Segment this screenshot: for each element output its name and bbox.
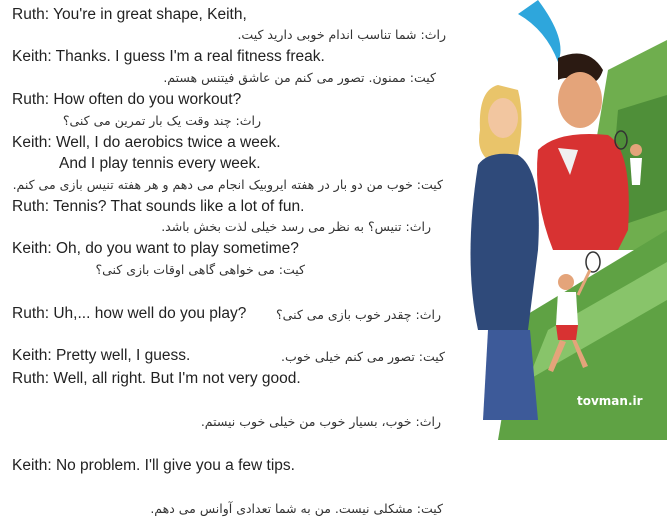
player-top-body [630,158,642,185]
dialogue-line-en: Keith: No problem. I'll give you a few tips. [12,457,295,474]
man-shirt [537,134,629,250]
woman-face [488,98,518,138]
dialogue-line-fa: کیت: ممنون. تصور می کنم من عاشق فیتنس هستم. [163,70,436,85]
player-top-head [630,144,642,156]
player-bottom-shirt [556,292,578,325]
dialogue-line-en: Ruth: You're in great shape, Keith, [12,6,247,23]
player-bottom-head [558,274,574,290]
dialogue-line-fa: راث: خوب، بسیار خوب من خیلی خوب نیستم. [200,414,441,429]
watermark: tovman.ir [577,394,643,408]
man-face [558,72,602,128]
tennis-conversation-illustration [458,0,667,450]
dialogue-line-en: Keith: Well, I do aerobics twice a week. [12,134,281,151]
dialogue-line-fa: کیت: تصور می کنم خیلی خوب. [280,349,445,364]
dialogue-line-fa: کیت: مشکلی نیست. من به شما تعدادی آوانس می دهم. [150,501,443,516]
dialogue-line-en: Ruth: Uh,... how well do you play? [12,305,247,322]
dialogue-line-en: And I play tennis every week. [59,155,261,172]
dialogue-line-en: Keith: Thanks. I guess I'm a real fitness freak. [12,48,325,65]
player-bottom-shorts [556,325,578,340]
woman-jeans [483,330,538,420]
dialogue-line-fa: راث: چند وقت یک بار تمرین می کنی؟ [62,113,261,128]
dialogue-line-en: Keith: Pretty well, I guess. [12,347,191,364]
dialogue-line-fa: کیت: خوب من دو بار در هفته ایروبیک انجام می دهم و هر هفته تنیس بازی می کنم. [12,177,443,192]
dialogue-line-fa: راث: تنیس؟ به نظر می رسد خیلی لذت بخش باشد. [161,219,431,234]
dialogue-line-fa: کیت: می خواهی گاهی اوقات بازی کنی؟ [95,262,305,277]
dialogue-line-en: Keith: Oh, do you want to play sometime? [12,240,299,257]
racket-icon [586,252,600,272]
blue-brush-stroke [518,0,561,62]
dialogue-line-fa: راث: چقدر خوب بازی می کنی؟ [276,307,441,322]
dialogue-line-fa: راث: شما تناسب اندام خوبی دارید کیت. [237,27,446,42]
dialogue-line-en: Ruth: How often do you workout? [12,91,242,108]
dialogue-line-en: Ruth: Well, all right. But I'm not very good. [12,370,301,387]
dialogue-line-en: Ruth: Tennis? That sounds like a lot of fun. [12,198,305,215]
woman-jacket [471,154,539,330]
